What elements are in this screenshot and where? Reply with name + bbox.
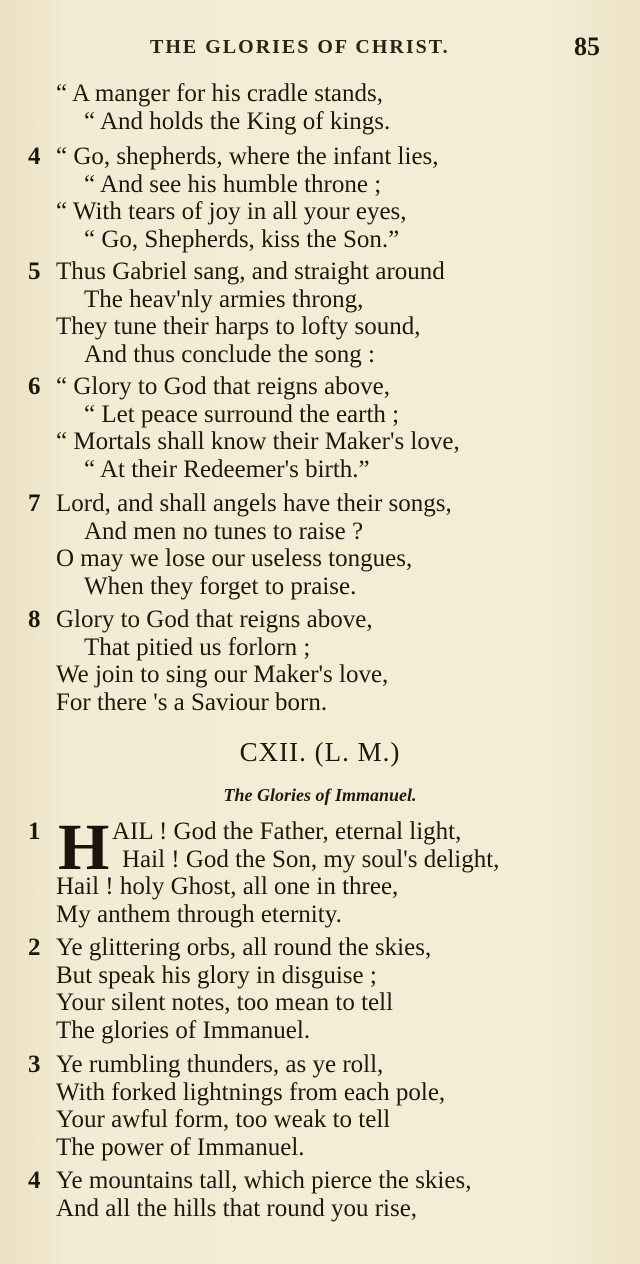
verse-line: “ Let peace surround the earth ; [84, 400, 400, 428]
verse-line: We join to sing our Maker's love, [56, 661, 389, 688]
stanza-5 [0, 258, 640, 368]
verse-line: Glory to God that reigns above, [56, 606, 373, 633]
verse-line: “ Glory to God that reigns above, [56, 373, 390, 400]
drop-cap: H [58, 811, 110, 884]
running-title: THE GLORIES OF CHRIST. [150, 36, 450, 58]
verse-line: And thus conclude the song : [84, 340, 375, 368]
verse-line: “ Go, shepherds, where the infant lies, [56, 143, 439, 170]
verse-line: O may we lose our useless tongues, [56, 545, 413, 572]
verse-line: And men no tunes to raise ? [84, 517, 364, 545]
stanza-number: 5 [28, 258, 41, 285]
verse-line: For there 's a Saviour born. [56, 688, 328, 716]
verse-line: With forked lightnings from each pole, [56, 1078, 446, 1106]
verse-line: Hail ! God the Son, my soul's delight, [122, 845, 500, 873]
verse-line: Ye mountains tall, which pierce the skies, [56, 1167, 472, 1194]
verse-line: “ A manger for his cradle stands, [56, 80, 383, 107]
verse-line: Hail ! holy Ghost, all one in three, [56, 873, 399, 900]
verse-line: The heav'nly armies throng, [84, 285, 364, 313]
verse-line: “ At their Redeemer's birth.” [84, 455, 370, 483]
stanza-continued [0, 80, 640, 135]
verse-line: Ye rumbling thunders, as ye roll, [56, 1051, 384, 1078]
verse-line: And all the hills that round you rise, [56, 1194, 418, 1222]
verse-line: But speak his glory in disguise ; [56, 961, 377, 989]
verse-line: Thus Gabriel sang, and straight around [56, 258, 445, 285]
verse-line: “ Mortals shall know their Maker's love, [56, 428, 460, 455]
stanza-6 [0, 373, 640, 483]
verse-line: Your awful form, too weak to tell [56, 1106, 391, 1133]
hymn-112-stanza-4 [0, 1167, 640, 1222]
verse-line: “ Go, Shepherds, kiss the Son.” [84, 225, 400, 253]
stanza-number: 3 [28, 1051, 41, 1078]
verse-line: “ And holds the King of kings. [84, 107, 391, 135]
verse-line: Lord, and shall angels have their songs, [56, 490, 452, 517]
stanza-number: 8 [28, 606, 41, 633]
stanza-8 [0, 606, 640, 716]
verse-line: Ye glittering orbs, all round the skies, [56, 934, 432, 961]
hymn-subtitle: The Glories of Immanuel. [223, 785, 417, 805]
hymn-112-stanza-1 [0, 811, 640, 928]
stanza-4 [0, 143, 640, 253]
stanza-number: 7 [28, 490, 41, 517]
hymn-112-stanza-3 [0, 1051, 640, 1161]
verse-line: “ And see his humble throne ; [84, 170, 382, 198]
verse-line: The glories of Immanuel. [56, 1016, 311, 1044]
verse-line: They tune their harps to lofty sound, [56, 313, 421, 340]
stanza-number: 4 [28, 143, 41, 170]
stanza-number: 4 [28, 1167, 41, 1194]
verse-line: When they forget to praise. [84, 572, 357, 600]
verse-line: Your silent notes, too mean to tell [56, 989, 394, 1016]
page-header [0, 28, 640, 68]
page-number: 85 [574, 32, 600, 61]
verse-line: That pitied us forlorn ; [84, 633, 311, 661]
verse-line: AIL ! God the Father, eternal light, [112, 818, 462, 845]
hymn-title: CXII. (L. M.) [239, 737, 401, 767]
verse-line: “ With tears of joy in all your eyes, [56, 198, 407, 225]
verse-line: The power of Immanuel. [56, 1133, 305, 1161]
stanza-number: 1 [28, 818, 41, 845]
hymn-112-stanza-2 [0, 934, 640, 1044]
stanza-number: 6 [28, 373, 41, 400]
stanza-number: 2 [28, 934, 41, 961]
verse-line: My anthem through eternity. [56, 900, 342, 928]
stanza-7 [0, 490, 640, 600]
